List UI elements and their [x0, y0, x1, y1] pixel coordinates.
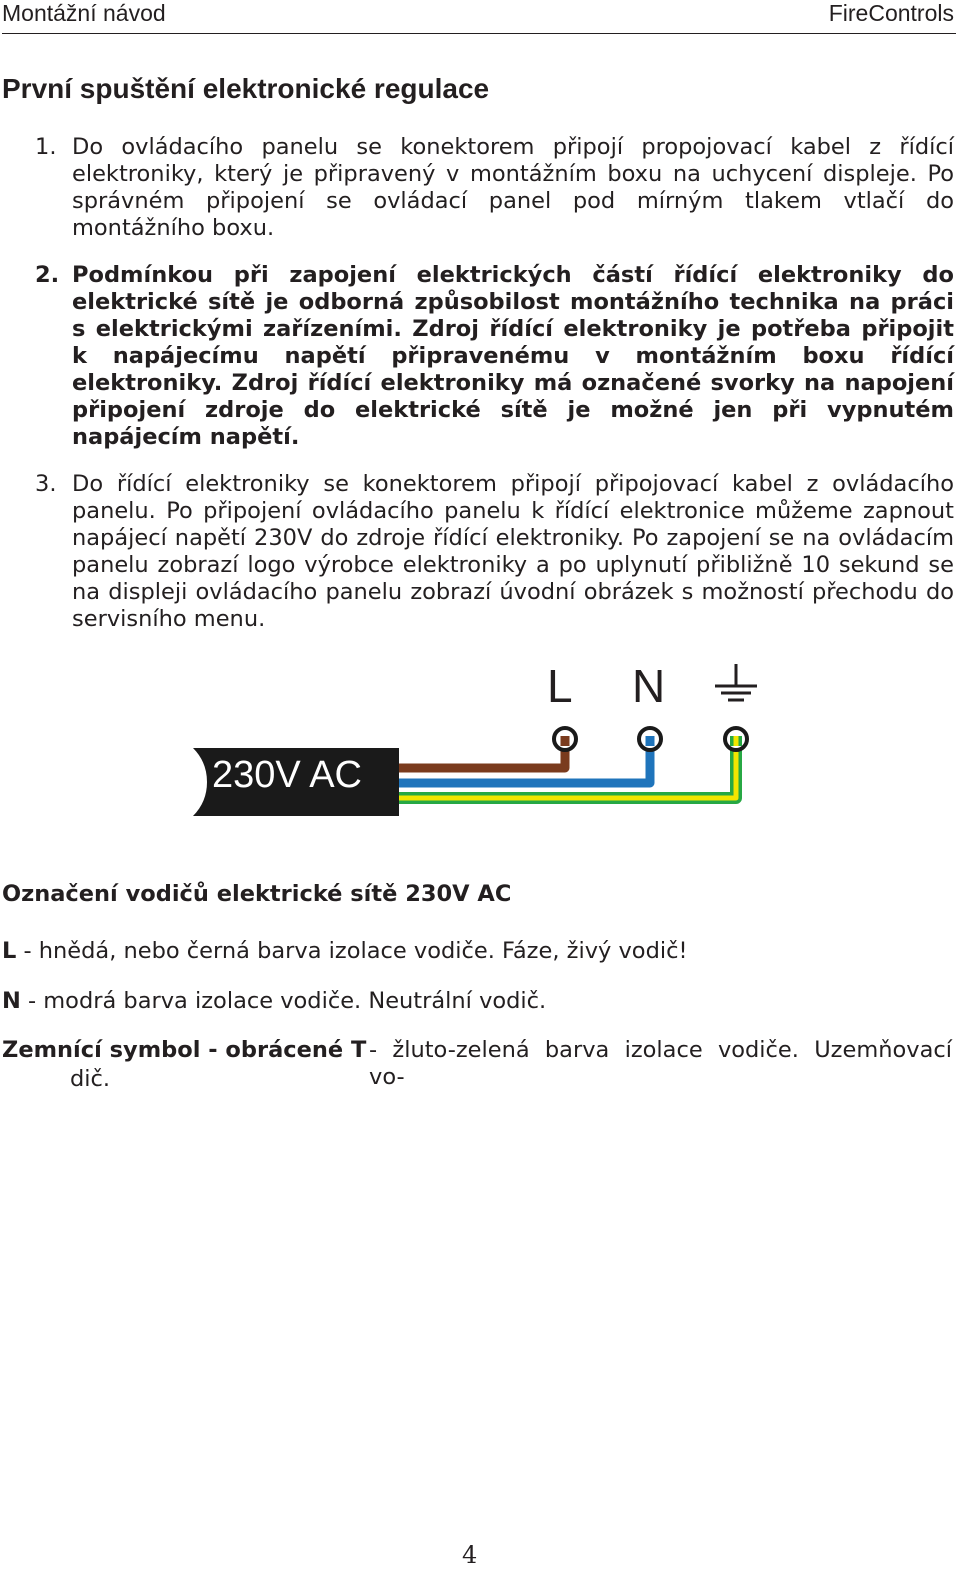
- legend-text: - žluto-zelená barva izolace vodiče. Uzemňovací vo-: [369, 1037, 952, 1090]
- step-1: [2, 134, 954, 242]
- step-2: [2, 262, 954, 451]
- wiring-diagram-graphic: [185, 660, 785, 825]
- legend-key: N: [2, 988, 21, 1014]
- legend-key: Zemnící symbol - obrácené T: [2, 1037, 367, 1063]
- step-text: Podmínkou při zapojení elektrických částí řídící elektroniky do elektrické sítě je odborná způsobilost montážního technika na práci s elektrickými zařízeními. Zdroj řídící elektroniky je potřeba připojit k napájecímu napětí připravenému v montážním boxu řídící elektroniky. Zdroj řídící elektroniky má označené svorky na napojení připojení zdroje do elektrické sítě je možné jen při vypnutém napájecím napětí.: [72, 262, 954, 450]
- step-number: 2.: [35, 262, 60, 288]
- terminal-N-label: N: [632, 660, 666, 712]
- legend-key: L: [2, 938, 17, 964]
- legend-row-L: [2, 938, 688, 965]
- legend-text: - hnědá, nebo černá barva izolace vodiče. Fáze, živý vodič!: [16, 938, 688, 964]
- legend-row-N: [2, 988, 546, 1015]
- legend-row-ground: [2, 1037, 952, 1091]
- header-brand: FireControls: [828, 0, 954, 26]
- step-number: 1.: [35, 134, 57, 160]
- step-number: 3.: [35, 471, 57, 497]
- step-text: Do řídící elektroniky se konektorem připojí připojovací kabel z ovládacího panelu. Po připojení ovládacího panelu k řídící elektronice můžeme zapnout napájecí napětí 230V do zdroje řídící elektroniky. Po zapojení se na ovládacím panelu zobrazí logo výrobce elektroniky a po uplynutí přibližně 10 sekund se na displeji ovládacího panelu zobrazí úvodní obrázek s možností přechodu do servisního menu.: [72, 471, 954, 632]
- step-3: [2, 471, 954, 633]
- cable-voltage-label: 230V AC: [212, 754, 362, 796]
- step-text: Do ovládacího panelu se konektorem připojí propojovací kabel z řídící elektroniky, který je připravený v montážním boxu na uchycení displeje. Po správném připojení se ovládací panel pod mírným tlakem vtlačí do montážního boxu.: [72, 134, 954, 241]
- running-header: [2, 0, 956, 34]
- legend-text-continuation: dič.: [70, 1066, 111, 1092]
- terminal-L-label: L: [547, 660, 573, 712]
- wire-L: [399, 740, 565, 768]
- wire-N: [399, 740, 650, 783]
- wiring-diagram: [185, 660, 785, 825]
- section-title: První spuštění elektronické regulace: [2, 73, 490, 104]
- legend-text: - modrá barva izolace vodiče. Neutrální vodič.: [20, 988, 547, 1014]
- ground-symbol-icon: [715, 664, 757, 700]
- page-number: 4: [462, 1541, 478, 1569]
- steps-list: [2, 134, 954, 653]
- header-document-title: Montážní návod: [2, 0, 166, 26]
- legend-title: Označení vodičů elektrické sítě 230V AC: [2, 881, 512, 907]
